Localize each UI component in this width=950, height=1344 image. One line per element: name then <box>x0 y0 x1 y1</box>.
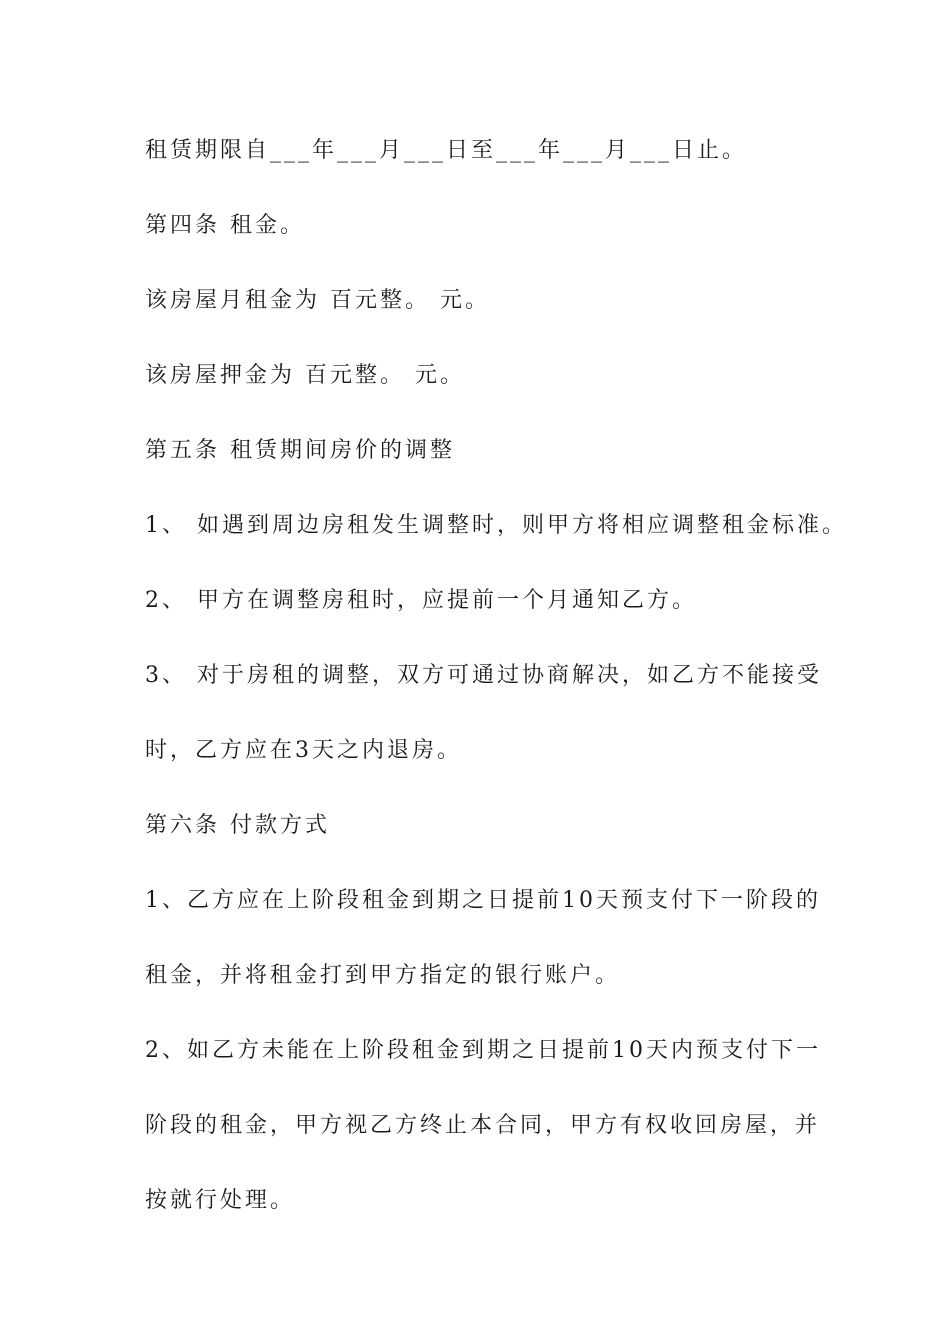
clause-6-2-cont: 阶段的租金，甲方视乙方终止本合同，甲方有权收回房屋，并 <box>145 1113 821 1138</box>
deposit-line: 该房屋押金为 百元整。 元。 <box>145 363 465 388</box>
clause-6-2: 2、如乙方未能在上阶段租金到期之日提前10天内预支付下一 <box>145 1038 821 1063</box>
clause-6-1: 1、乙方应在上阶段租金到期之日提前10天预支付下一阶段的 <box>145 888 821 913</box>
lease-term-line: 租赁期限自___年___月___日至___年___月___日止。 <box>145 138 748 163</box>
clause-5-3-cont: 时，乙方应在3天之内退房。 <box>145 738 462 763</box>
clause-5-1: 1、 如遇到周边房租发生调整时，则甲方将相应调整租金标准。 <box>145 513 847 538</box>
clause-5-2: 2、 甲方在调整房租时，应提前一个月通知乙方。 <box>145 588 697 613</box>
article-5-heading: 第五条 租赁期间房价的调整 <box>145 438 455 463</box>
monthly-rent-line: 该房屋月租金为 百元整。 元。 <box>145 288 490 313</box>
clause-6-2-end: 按就行处理。 <box>145 1188 296 1213</box>
clause-5-3: 3、 对于房租的调整，双方可通过协商解决，如乙方不能接受 <box>145 663 822 688</box>
article-4-heading: 第四条 租金。 <box>145 213 305 238</box>
clause-6-1-cont: 租金，并将租金打到甲方指定的银行账户。 <box>145 963 621 988</box>
article-6-heading: 第六条 付款方式 <box>145 813 330 838</box>
